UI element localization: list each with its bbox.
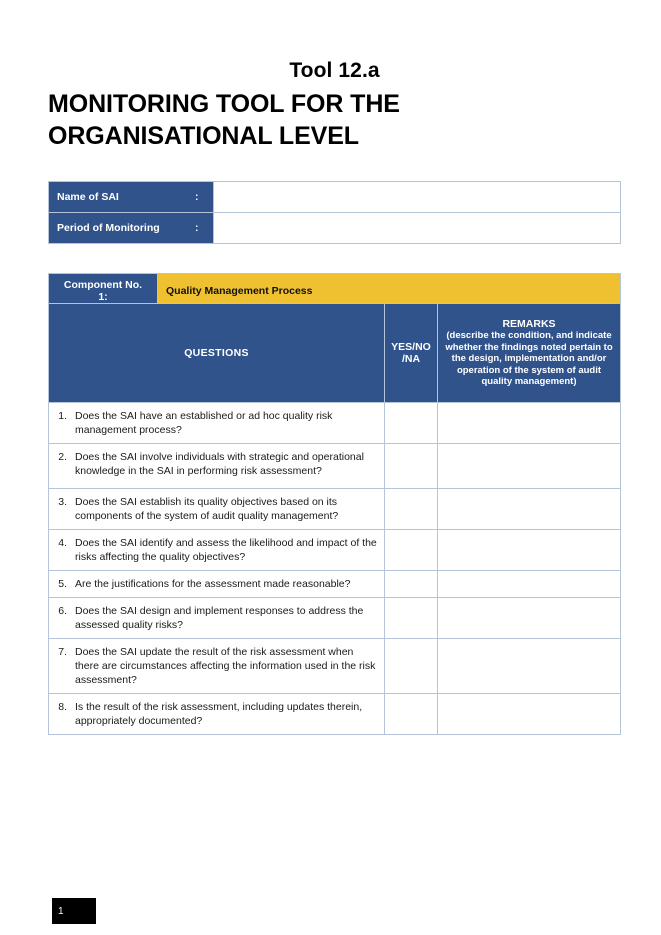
question-text-3: Does the SAI establish its quality objectives based on its components of the system of audit quality management?: [75, 496, 339, 522]
remarks-cell-5: [438, 571, 621, 598]
answer-cell-5: [385, 571, 438, 598]
question-number-8: 8.: [58, 701, 67, 713]
question-number-4: 4.: [58, 537, 67, 549]
table-row: [49, 571, 621, 598]
table-row: [49, 444, 621, 489]
remarks-input-7[interactable]: [438, 639, 620, 683]
answer-input-6[interactable]: [385, 598, 437, 630]
column-header-questions: QUESTIONS: [49, 304, 385, 403]
question-number-1: 1.: [58, 410, 67, 422]
question-cell-5: [49, 571, 385, 598]
question-text-4: Does the SAI identify and assess the likelihood and impact of the risks affecting the quality objectives?: [75, 537, 377, 563]
question-text-7: Does the SAI update the result of the risk assessment when there are circumstances affecting the information used in the risk assessment?: [75, 646, 376, 686]
question-cell-7: [49, 639, 385, 694]
remarks-cell-4: [438, 530, 621, 571]
remarks-cell-3: [438, 489, 621, 530]
remarks-title: REMARKS: [502, 317, 556, 330]
period-of-monitoring-input[interactable]: [214, 215, 620, 241]
questions-table-body: [49, 403, 621, 735]
yes-no-na-line-2: /NA: [401, 353, 421, 365]
question-number-7: 7.: [58, 646, 67, 658]
answer-input-8[interactable]: [385, 694, 437, 726]
questions-table-header-row: [49, 304, 621, 403]
answer-cell-3: [385, 489, 438, 530]
remarks-cell-2: [438, 444, 621, 489]
remarks-input-3[interactable]: [438, 489, 620, 521]
form-row-name-of-sai: [49, 182, 621, 213]
question-text-2: Does the SAI involve individuals with strategic and operational knowledge in the SAI in performing risk assessment?: [75, 451, 364, 477]
answer-input-1[interactable]: [385, 403, 437, 435]
remarks-input-2[interactable]: [438, 444, 620, 488]
field-period-of-monitoring-cell: [214, 213, 621, 244]
answer-cell-4: [385, 530, 438, 571]
component-number-line-2: 1:: [98, 291, 108, 303]
remarks-input-1[interactable]: [438, 403, 620, 435]
table-row: [49, 598, 621, 639]
answer-cell-7: [385, 639, 438, 694]
label-name-of-sai: Name of SAI: [49, 182, 196, 213]
table-row: [49, 403, 621, 444]
colon-name-of-sai: :: [195, 182, 214, 213]
colon-period-of-monitoring: :: [195, 213, 214, 244]
remarks-description: (describe the condition, and indicate whether the findings noted pertain to the design, implementation and/or operation of the system of audit quality management): [445, 330, 613, 387]
answer-cell-6: [385, 598, 438, 639]
question-text-5: Are the justifications for the assessment made reasonable?: [75, 578, 351, 590]
field-name-of-sai-cell: [214, 182, 621, 213]
question-cell-8: [49, 694, 385, 735]
form-row-period-of-monitoring: [49, 213, 621, 244]
component-name: Quality Management Process: [158, 274, 621, 309]
question-cell-3: [49, 489, 385, 530]
tool-label: Tool 12.a: [289, 59, 380, 82]
answer-cell-8: [385, 694, 438, 735]
questions-table: [48, 303, 621, 735]
remarks-cell-8: [438, 694, 621, 735]
answer-cell-2: [385, 444, 438, 489]
page-title: [48, 58, 621, 152]
question-number-2: 2.: [58, 451, 67, 463]
remarks-input-4[interactable]: [438, 530, 620, 562]
table-row: [49, 694, 621, 735]
question-text-1: Does the SAI have an established or ad hoc quality risk management process?: [75, 410, 333, 436]
table-row: [49, 489, 621, 530]
question-cell-6: [49, 598, 385, 639]
page-number-text: 1: [58, 905, 64, 917]
question-number-6: 6.: [58, 605, 67, 617]
remarks-input-8[interactable]: [438, 694, 620, 726]
question-text-6: Does the SAI design and implement responses to address the assessed quality risks?: [75, 605, 364, 631]
remarks-cell-7: [438, 639, 621, 694]
remarks-input-5[interactable]: [438, 571, 620, 595]
document-title: [48, 88, 621, 152]
yes-no-na-line-1: YES/NO: [391, 341, 431, 353]
component-number-line-1: Component No.: [63, 279, 143, 291]
question-number-3: 3.: [58, 496, 67, 508]
remarks-cell-1: [438, 403, 621, 444]
remarks-cell-6: [438, 598, 621, 639]
question-cell-4: [49, 530, 385, 571]
answer-input-2[interactable]: [385, 444, 437, 488]
column-header-yes-no-na: [385, 304, 438, 403]
label-period-of-monitoring: Period of Monitoring: [49, 213, 196, 244]
question-cell-1: [49, 403, 385, 444]
document-title-line-2: ORGANISATIONAL LEVEL: [48, 122, 359, 150]
page-number-badge: [52, 898, 96, 924]
question-cell-2: [49, 444, 385, 489]
column-header-remarks: [438, 304, 621, 403]
question-text-8: Is the result of the risk assessment, including updates therein, appropriately documented?: [75, 701, 363, 727]
answer-input-4[interactable]: [385, 530, 437, 562]
table-row: [49, 639, 621, 694]
answer-input-3[interactable]: [385, 489, 437, 521]
remarks-input-6[interactable]: [438, 598, 620, 630]
answer-cell-1: [385, 403, 438, 444]
answer-input-7[interactable]: [385, 639, 437, 683]
table-row: [49, 530, 621, 571]
question-number-5: 5.: [58, 578, 67, 590]
name-of-sai-input[interactable]: [214, 184, 620, 210]
identification-form: [48, 181, 621, 244]
document-title-line-1: MONITORING TOOL FOR THE: [48, 90, 400, 118]
answer-input-5[interactable]: [385, 571, 437, 595]
